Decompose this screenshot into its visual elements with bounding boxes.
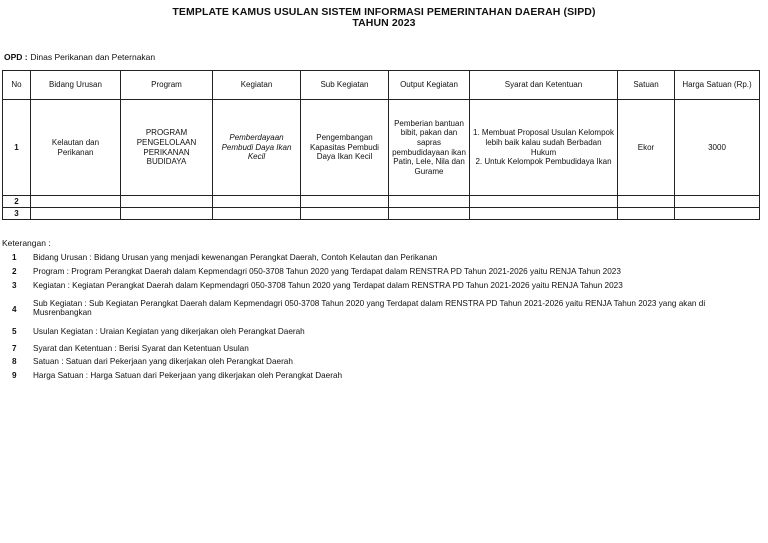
cell-empty [675, 208, 760, 220]
col-header-bidang: Bidang Urusan [31, 71, 121, 100]
cell-empty [389, 208, 470, 220]
cell-empty [618, 196, 675, 208]
col-header-harga: Harga Satuan (Rp.) [675, 71, 760, 100]
note-text: Syarat dan Ketentuan : Berisi Syarat dan Ketentuan Usulan [33, 344, 249, 353]
cell-bidang: Kelautan dan Perikanan [31, 100, 121, 196]
cell-satuan: Ekor [618, 100, 675, 196]
note-number: 7 [12, 344, 17, 353]
col-header-sub-kegiatan: Sub Kegiatan [301, 71, 389, 100]
col-header-syarat: Syarat dan Ketentuan [470, 71, 618, 100]
cell-empty [213, 196, 301, 208]
page-subtitle: TAHUN 2023 [352, 17, 416, 29]
note-number: 4 [12, 305, 17, 314]
note-text: Harga Satuan : Harga Satuan dari Pekerjaan yang dikerjakan oleh Perangkat Daerah [33, 371, 343, 380]
note-text: Program : Program Perangkat Daerah dalam Kepmendagri 050-3708 Tahun 2020 yang Terdapat dalam RENSTRA PD Tahun 2021-2026 yaitu RENJA Tahun 2023 [33, 267, 621, 276]
note-text: Usulan Kegiatan : Uraian Kegiatan yang dikerjakan oleh Perangkat Daerah [33, 327, 305, 336]
col-header-satuan: Satuan [618, 71, 675, 100]
note-number: 1 [12, 253, 17, 262]
syarat-item-2: 2. Untuk Kelompok Pembudidaya Ikan [475, 157, 612, 167]
cell-sub-kegiatan: Pengembangan Kapasitas Pembudi Daya Ikan Kecil [301, 100, 389, 196]
note-text: Satuan : Satuan dari Pekerjaan yang dikerjakan oleh Perangkat Daerah [33, 357, 293, 366]
table-header-row [3, 71, 760, 100]
cell-harga: 3000 [675, 100, 760, 196]
cell-empty [301, 196, 389, 208]
cell-empty [675, 196, 760, 208]
col-header-output: Output Kegiatan [389, 71, 470, 100]
table-row [3, 208, 760, 220]
page-title: TEMPLATE KAMUS USULAN SISTEM INFORMASI PEMERINTAHAN DAERAH (SIPD) [172, 6, 596, 18]
note-number: 2 [12, 267, 17, 276]
cell-syarat [470, 100, 618, 196]
cell-program: PROGRAM PENGELOLAAN PERIKANAN BUDIDAYA [121, 100, 213, 196]
cell-no: 2 [3, 196, 31, 208]
cell-no: 1 [3, 100, 31, 196]
cell-empty [31, 196, 121, 208]
note-text: Sub Kegiatan : Sub Kegiatan Perangkat Daerah dalam Kepmendagri 050-3708 Tahun 2020 yang Terdapat dalam RENSTRA PD Tahun 2021-2026 yaitu RENJA Tahun 2023 yang akan di Musrenbangkan [33, 299, 706, 318]
cell-empty [121, 196, 213, 208]
note-number: 5 [12, 327, 17, 336]
cell-empty [301, 208, 389, 220]
keterangan-title: Keterangan : [2, 238, 51, 248]
note-number: 9 [12, 371, 17, 380]
cell-empty [213, 208, 301, 220]
note-number: 8 [12, 357, 17, 366]
cell-kegiatan: Pemberdayaan Pembudi Daya Ikan Kecil [213, 100, 301, 196]
syarat-item-1: 1. Membuat Proposal Usulan Kelompok lebih baik kalau sudah Berbadan Hukum [473, 128, 614, 157]
cell-empty [618, 208, 675, 220]
cell-empty [470, 208, 618, 220]
cell-no: 3 [3, 208, 31, 220]
note-text: Bidang Urusan : Bidang Urusan yang menjadi kewenangan Perangkat Daerah, Contoh Kelautan dan Perikanan [33, 253, 438, 262]
opd-value: Dinas Perikanan dan Peternakan [30, 52, 156, 62]
opd-label: OPD : [4, 52, 28, 62]
note-number: 3 [12, 281, 17, 290]
cell-empty [389, 196, 470, 208]
cell-empty [31, 208, 121, 220]
table-row [3, 100, 760, 196]
note-text: Kegiatan : Kegiatan Perangkat Daerah dalam Kepmendagri 050-3708 Tahun 2020 yang Terdapat dalam RENSTRA PD Tahun 2021-2026 yaitu RENJA Tahun 2023 [33, 281, 623, 290]
cell-empty [470, 196, 618, 208]
col-header-no: No [3, 71, 31, 100]
col-header-kegiatan: Kegiatan [213, 71, 301, 100]
cell-output: Pemberian bantuan bibit, pakan dan sapras pembudidayaan ikan Patin, Lele, Nila dan Gurame [389, 100, 470, 196]
opd-line [4, 52, 155, 62]
cell-empty [121, 208, 213, 220]
col-header-program: Program [121, 71, 213, 100]
table-row [3, 196, 760, 208]
usulan-table [2, 70, 760, 220]
